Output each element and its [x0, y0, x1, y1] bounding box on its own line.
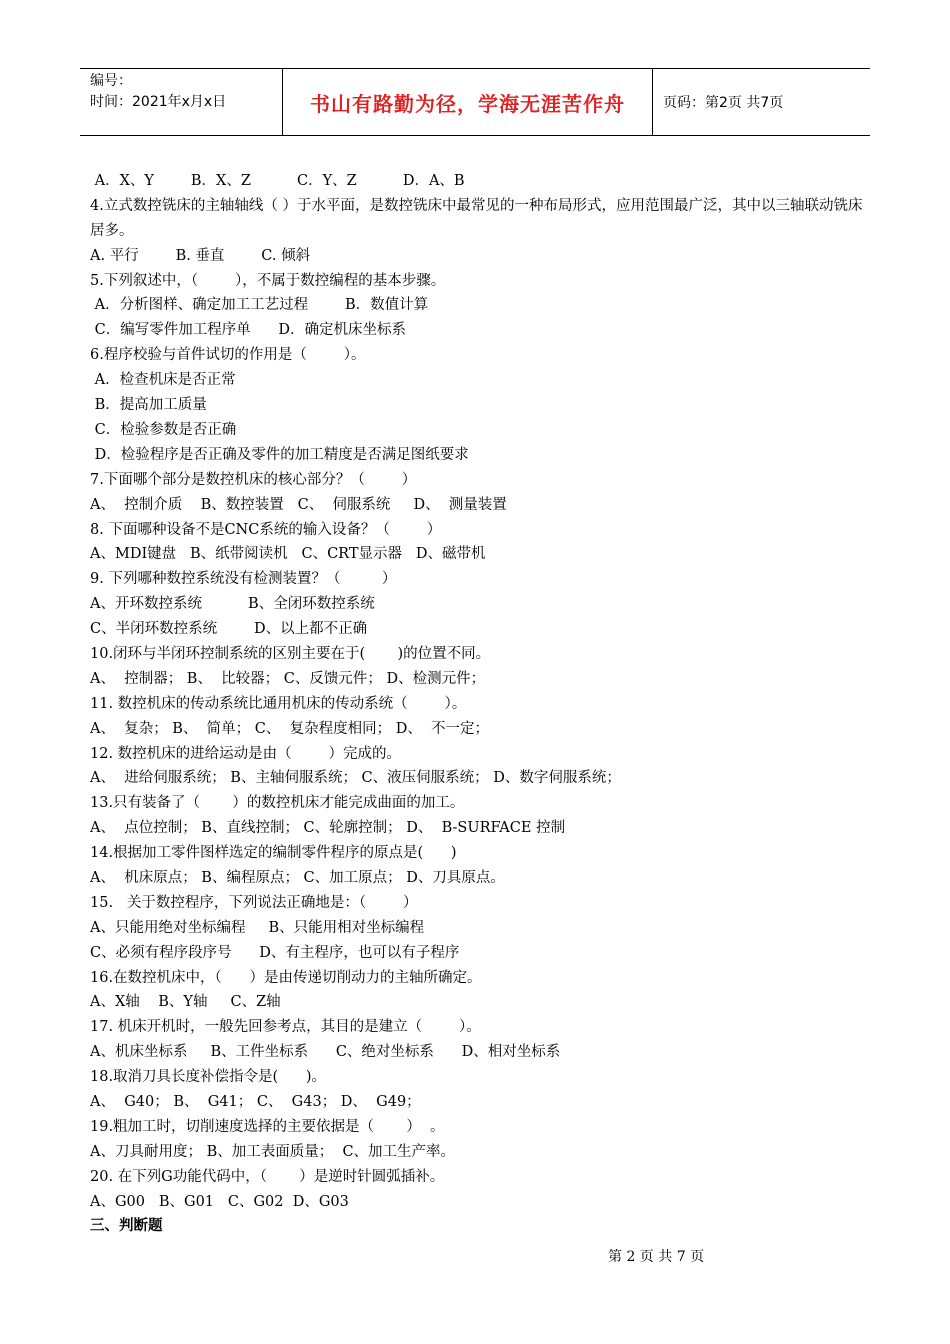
text-line: 18.取消刀具长度补偿指令是( )。 — [90, 1069, 327, 1086]
page-footer: 第 2 页 共 7 页 — [608, 1249, 705, 1265]
text-line: A、只能用绝对坐标编程 B、只能用相对坐标编程 — [90, 919, 425, 936]
text-line: A、 机床原点； B、编程原点； C、加工原点； D、刀具原点。 — [90, 869, 505, 886]
header-motto: 书山有路勤为径，学海无涯苦作舟 — [282, 69, 653, 135]
text-line: 10.闭环与半闭环控制系统的区别主要在于( )的位置不同。 — [90, 645, 491, 662]
text-line: 8. 下面哪种设备不是CNC系统的输入设备？（ ） — [90, 521, 442, 538]
text-line: A、 进给伺服系统； B、主轴伺服系统； C、液压伺服系统； D、数字伺服系统； — [90, 770, 621, 787]
header-page-info: 页码：第2页 共7页 — [663, 95, 784, 111]
text-line: C、半闭环数控系统 D、以上都不正确 — [90, 621, 368, 638]
text-line: 4.立式数控铣床的主轴轴线（ ）于水平面，是数控铣床中最常见的一种布局形式，应用范围最广泛，其中以三轴联动铣床居多。 — [90, 197, 863, 239]
text-line: A、刀具耐用度； B、加工表面质量； C、加工生产率。 — [90, 1143, 456, 1160]
text-line: B．提高加工质量 — [90, 397, 207, 414]
section-heading: 三、判断题 — [90, 1218, 163, 1235]
text-line: A、 控制介质 B、数控装置 C、 伺服系统 D、 测量装置 — [90, 496, 507, 513]
text-line: A、机床坐标系 B、工件坐标系 C、绝对坐标系 D、相对坐标系 — [90, 1044, 561, 1061]
text-line: A．分析图样、确定加工工艺过程 B．数值计算 — [90, 297, 429, 314]
text-line: A、X轴 B、Y轴 C、Z轴 — [90, 994, 281, 1011]
text-line: 7.下面哪个部分是数控机床的核心部分？（ ） — [90, 471, 417, 488]
text-line: A、G00 B、G01 C、G02 D、G03 — [90, 1193, 349, 1210]
text-line: A. 平行 B. 垂直 C. 倾斜 — [90, 247, 311, 264]
text-line: 20. 在下列G功能代码中，（ ）是逆时针圆弧插补。 — [90, 1168, 445, 1185]
text-line: 9. 下列哪种数控系统没有检测装置？（ ） — [90, 571, 397, 588]
text-line: A．X、Y B．X、Z C．Y、Z D．A、B — [90, 173, 465, 189]
text-line: C．编写零件加工程序单 D．确定机床坐标系 — [90, 322, 406, 339]
text-line: 17. 机床开机时，一般先回参考点，其目的是建立（ ）。 — [90, 1019, 481, 1036]
text-line: A、 复杂； B、 简单； C、 复杂程度相同； D、 不一定； — [90, 720, 490, 737]
text-line: 12. 数控机床的进给运动是由（ ）完成的。 — [90, 745, 402, 762]
header-meta — [80, 69, 282, 135]
document-date-label: 时间：2021年x月x日 — [90, 94, 227, 110]
text-line: A．检查机床是否正常 — [90, 372, 236, 389]
document-number-label: 编号： — [90, 73, 132, 89]
text-line: A、 点位控制； B、直线控制； C、轮廓控制； D、 B-SURFACE 控制 — [90, 820, 566, 837]
document-body — [90, 169, 870, 1239]
text-line: 6.程序校验与首件试切的作用是（ ）。 — [90, 347, 366, 364]
text-line: A、 G40； B、 G41； C、 G43； D、 G49； — [90, 1093, 421, 1110]
text-line: A、MDI键盘 B、纸带阅读机 C、CRT显示器 D、磁带机 — [90, 546, 486, 563]
text-line: 11. 数控机床的传动系统比通用机床的传动系统（ ）。 — [90, 695, 467, 712]
text-line: 14.根据加工零件图样选定的编制零件程序的原点是( ) — [90, 845, 457, 862]
text-line: 13.只有装备了（ ）的数控机床才能完成曲面的加工。 — [90, 795, 465, 812]
text-line: 19.粗加工时，切削速度选择的主要依据是（ ） 。 — [90, 1118, 445, 1135]
text-line: 15. 关于数控程序，下列说法正确地是：（ ） — [90, 894, 418, 911]
page-header — [80, 68, 870, 136]
text-line: A、开环数控系统 B、全闭环数控系统 — [90, 596, 375, 613]
text-line: C．检验参数是否正确 — [90, 421, 237, 438]
text-line: D．检验程序是否正确及零件的加工精度是否满足图纸要求 — [90, 446, 469, 463]
text-line: A、 控制器； B、 比较器； C、反馈元件； D、检测元件； — [90, 670, 486, 687]
text-line: 5.下列叙述中，（ ），不属于数控编程的基本步骤。 — [90, 272, 446, 289]
text-line: C、必须有程序段序号 D、有主程序，也可以有子程序 — [90, 944, 460, 961]
text-line: 16.在数控机床中，（ ）是由传递切削动力的主轴所确定。 — [90, 969, 482, 986]
